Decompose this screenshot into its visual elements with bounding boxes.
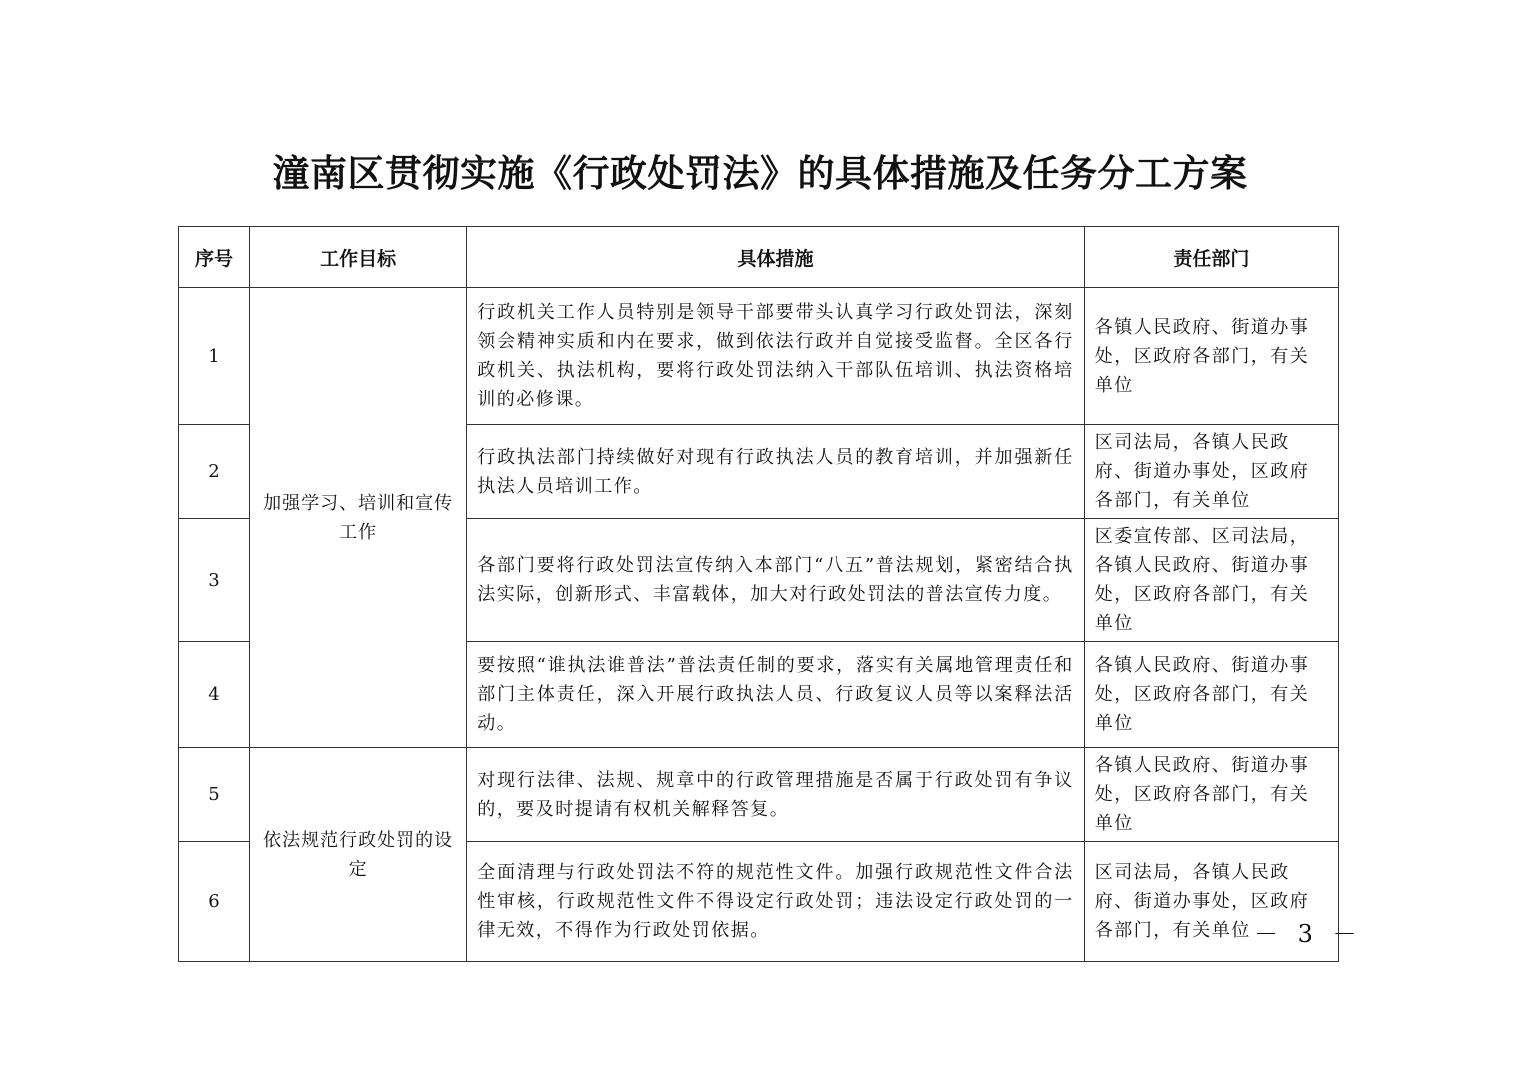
header-responsible-department: 责任部门: [1084, 227, 1338, 288]
measure-cell: 行政机关工作人员特别是领导干部要带头认真学习行政处罚法，深刻领会精神实质和内在要求，做到依法行政并自觉接受监督。全区各行政机关、执法机构，要将行政处罚法纳入干部队伍培训、执法资格培训的必修课。: [467, 288, 1085, 425]
row-number: 2: [179, 425, 250, 519]
document-title: 潼南区贯彻实施《行政处罚法》的具体措施及任务分工方案: [272, 151, 1248, 195]
work-goal-cell: 依法规范行政处罚的设定: [250, 748, 467, 962]
department-cell: 区司法局，各镇人民政府、街道办事处，区政府各部门，有关单位: [1084, 425, 1338, 519]
row-number: 5: [179, 748, 250, 842]
department-cell: 各镇人民政府、街道办事处，区政府各部门，有关单位: [1084, 642, 1338, 748]
measure-cell: 各部门要将行政处罚法宣传纳入本部门“八五”普法规划，紧密结合执法实际，创新形式、丰富载体，加大对行政处罚法的普法宣传力度。: [467, 519, 1085, 642]
measure-cell: 要按照“谁执法谁普法”普法责任制的要求，落实有关属地管理责任和部门主体责任，深入开展行政执法人员、行政复议人员等以案释法活动。: [467, 642, 1085, 748]
row-number: 6: [179, 842, 250, 962]
task-table: [178, 226, 1339, 962]
table-row: [179, 748, 1339, 842]
page-number: － 3 －: [1254, 920, 1363, 948]
department-cell: 各镇人民政府、街道办事处，区政府各部门，有关单位: [1084, 748, 1338, 842]
department-cell: 区委宣传部、区司法局，各镇人民政府、街道办事处，区政府各部门，有关单位: [1084, 519, 1338, 642]
row-number: 3: [179, 519, 250, 642]
measure-cell: 全面清理与行政处罚法不符的规范性文件。加强行政规范性文件合法性审核，行政规范性文件不得设定行政处罚；违法设定行政处罚的一律无效，不得作为行政处罚依据。: [467, 842, 1085, 962]
measure-cell: 行政执法部门持续做好对现有行政执法人员的教育培训，并加强新任执法人员培训工作。: [467, 425, 1085, 519]
header-specific-measures: 具体措施: [467, 227, 1085, 288]
table-header-row: [179, 227, 1339, 288]
table-row: [179, 288, 1339, 425]
row-number: 1: [179, 288, 250, 425]
work-goal-cell: 加强学习、培训和宣传工作: [250, 288, 467, 748]
row-number: 4: [179, 642, 250, 748]
department-cell: 各镇人民政府、街道办事处，区政府各部门，有关单位: [1084, 288, 1338, 425]
department-cell: 区司法局，各镇人民政府、街道办事处，区政府各部门，有关单位: [1084, 842, 1338, 962]
header-serial-number: 序号: [179, 227, 250, 288]
header-work-goal: 工作目标: [250, 227, 467, 288]
measure-cell: 对现行法律、法规、规章中的行政管理措施是否属于行政处罚有争议的，要及时提请有权机关解释答复。: [467, 748, 1085, 842]
